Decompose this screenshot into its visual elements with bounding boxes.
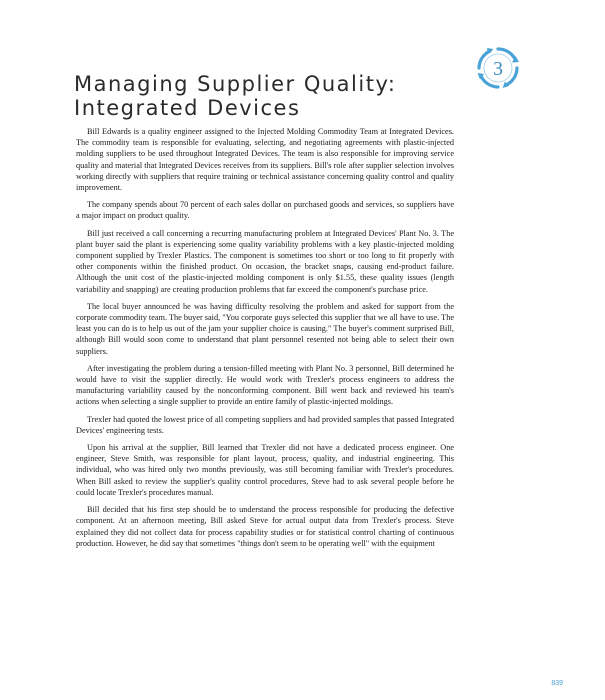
paragraph: Bill decided that his first step should be to understand the process responsible for producing the defective component. At an afternoon meeting, Bill asked Steve for actual output data from Trexler's process. Steve explained they did not collect data for process capability studies or for statistical control charting of continuous production. However, he did say that sometimes "things don't seem to be operating well" with the equipment [76,505,454,548]
paragraph: Trexler had quoted the lowest price of all competing suppliers and had provided samples that passed Integrated Devices' engineering tests. [76,414,454,435]
chapter-cycle-icon [475,45,521,91]
paragraph: The local buyer announced he was having difficulty resolving the problem and asked for support from the corporate commodity team. The buyer said, "You corporate guys selected this supplier that we all have to use. The least you can do is to help us out of the jam your supplier choice is causing." The buyer's comment surprised Bill, although Bill would soon come to understand that plant personnel resented not being able to select their own suppliers. [76,301,454,356]
paragraph: After investigating the problem during a tension-filled meeting with Plant No. 3 personnel, Bill determined he would have to visit the supplier directly. He would work with Trexler's process engineers to address the manufacturing variability caused by the nonconforming component. Bill went back and reviewed his team's actions when selecting a single supplier to provide an entire family of plastic-injected moldings. [76,363,454,407]
chapter-number: 3 [493,58,503,80]
paragraph: Bill Edwards is a quality engineer assigned to the Injected Molding Commodity Team at Integrated Devices. The commodity team is responsible for evaluating, selecting, and negotiating agreements with plastic-injected molding suppliers to be used throughout Integrated Devices. The team is also responsible for improving service quality and material that Integrated Devices receives from its suppliers. Bill's role after supplier selection involves working directly with suppliers that require training or technical assistance concerning quality control and quality improvement. [76,127,454,193]
chapter-title-line-2: Integrated Devices [74,96,301,121]
paragraph: Bill just received a call concerning a recurring manufacturing problem at Integrated Devices' Plant No. 3. The plant buyer said the plant is experiencing some quality variability problems with a key plastic-injected molding component supplied by Trexler Plastics. The component is sometimes too short or too long to fit properly with other components within the finished product. On occasion, the bracket snaps, causing end-product failure. Although the unit cost of the plastic-injected molding component is only $1.55, these quality issues (length variability and snapping) are creating production problems that far exceed the component's purchase price. [76,228,454,294]
paragraph: Upon his arrival at the supplier, Bill learned that Trexler did not have a dedicated process engineer. One engineer, Steve Smith, was responsible for plant layout, process, quality, and industrial engineering. This individual, who was hired only two months previously, was still becoming familiar with Trexler's procedures. When Bill asked to review the supplier's quality control procedures, Steve had to ask several people before he could locate Trexler's procedures manual. [76,443,454,497]
chapter-title-line-1: Managing Supplier Quality: [74,72,397,97]
paragraph: The company spends about 70 percent of each sales dollar on purchased goods and services, so suppliers have a major impact on product quality. [76,200,454,221]
body-text [76,126,454,555]
chapter-number-badge [475,45,521,91]
page-number: 839 [551,680,563,687]
chapter-title [74,72,396,120]
